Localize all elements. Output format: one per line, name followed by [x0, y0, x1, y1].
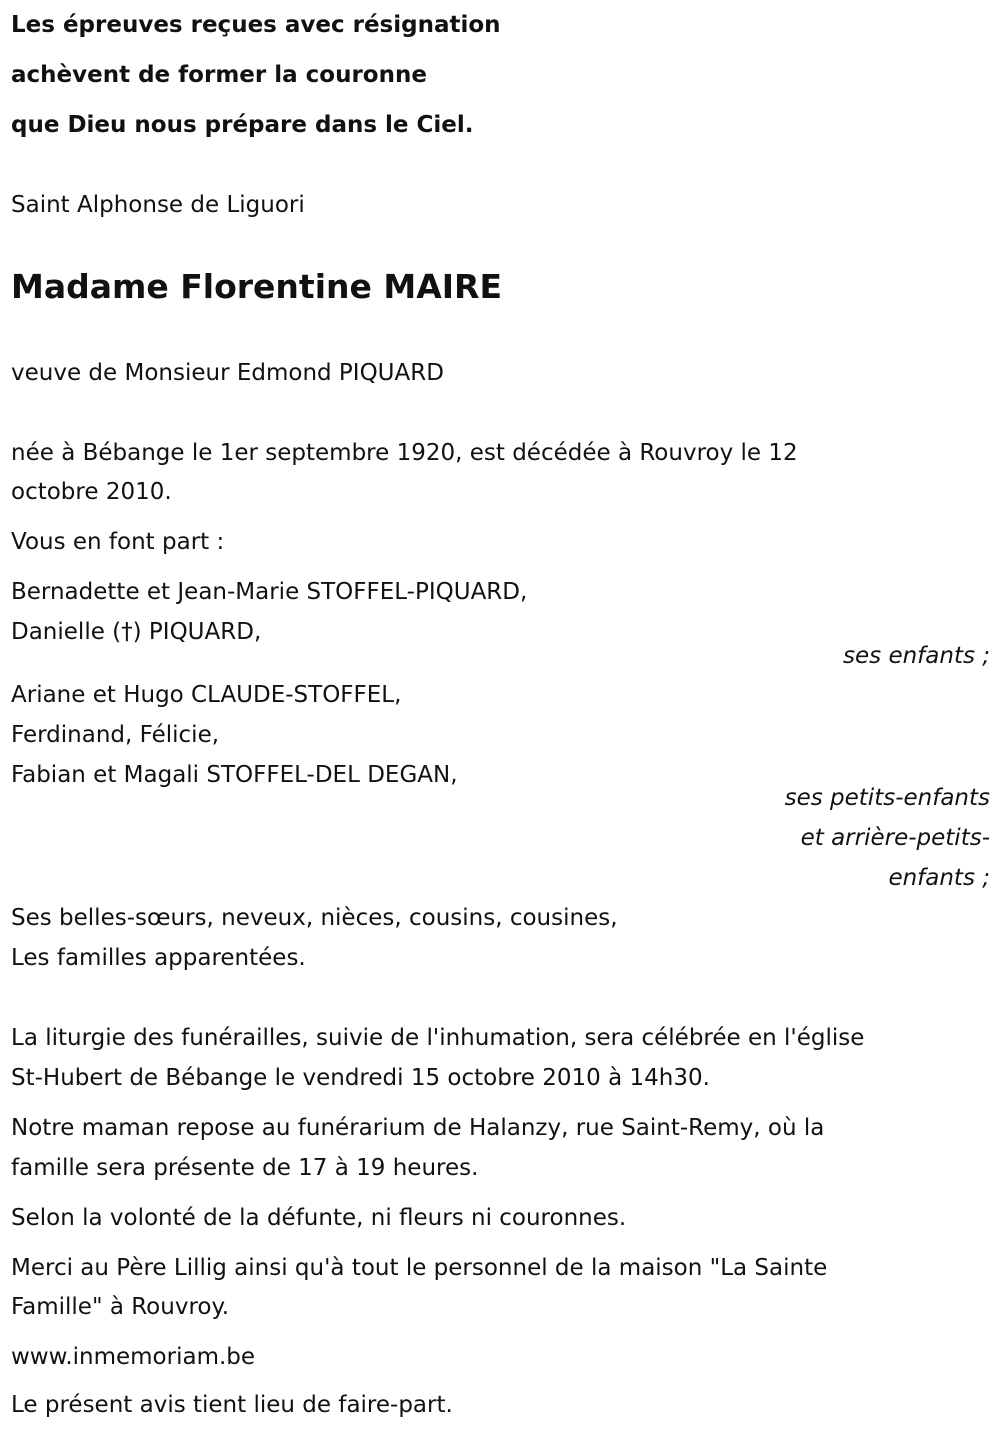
footer-note: Le présent avis tient lieu de faire-part. — [11, 1392, 453, 1418]
page-title: Madame Florentine MAIRE — [11, 267, 502, 306]
grandchildren-role: et arrière-petits- — [800, 825, 990, 851]
thanks: Merci au Père Lillig ainsi qu'à tout le personnel de la maison "La Sainte — [11, 1255, 828, 1281]
child-name: Bernadette et Jean-Marie STOFFEL-PIQUARD, — [11, 579, 528, 605]
grandchildren-role: ses petits-enfants — [784, 785, 990, 811]
quote-line: achèvent de former la couronne — [11, 62, 427, 88]
grandchild-name: Ariane et Hugo CLAUDE-STOFFEL, — [11, 682, 402, 708]
website-link[interactable]: www.inmemoriam.be — [11, 1344, 256, 1370]
grandchildren-role: enfants ; — [888, 865, 990, 891]
other-relatives: Les familles apparentées. — [11, 945, 306, 971]
wishes: Selon la volonté de la défunte, ni fleurs ni couronnes. — [11, 1205, 627, 1231]
grandchild-name: Fabian et Magali STOFFEL-DEL DEGAN, — [11, 762, 458, 788]
funeral-info: St-Hubert de Bébange le vendredi 15 octobre 2010 à 14h30. — [11, 1065, 710, 1091]
rest-info: Notre maman repose au funérarium de Halanzy, rue Saint-Remy, où la — [11, 1115, 825, 1141]
other-relatives: Ses belles-sœurs, neveux, nièces, cousins, cousines, — [11, 905, 618, 931]
birth-death-line: née à Bébange le 1er septembre 1920, est décédée à Rouvroy le 12 — [11, 440, 798, 466]
widow-of: veuve de Monsieur Edmond PIQUARD — [11, 360, 444, 386]
rest-info: famille sera présente de 17 à 19 heures. — [11, 1155, 479, 1181]
announce: Vous en font part : — [11, 529, 225, 555]
thanks: Famille" à Rouvroy. — [11, 1294, 230, 1320]
children-role: ses enfants ; — [843, 643, 990, 669]
child-name: Danielle (†) PIQUARD, — [11, 619, 262, 645]
quote-line: Les épreuves reçues avec résignation — [11, 12, 501, 38]
grandchild-name: Ferdinand, Félicie, — [11, 722, 220, 748]
quote-line: que Dieu nous prépare dans le Ciel. — [11, 112, 474, 138]
quote-author: Saint Alphonse de Liguori — [11, 192, 305, 218]
funeral-info: La liturgie des funérailles, suivie de l'inhumation, sera célébrée en l'église — [11, 1025, 865, 1051]
birth-death-line: octobre 2010. — [11, 479, 172, 505]
